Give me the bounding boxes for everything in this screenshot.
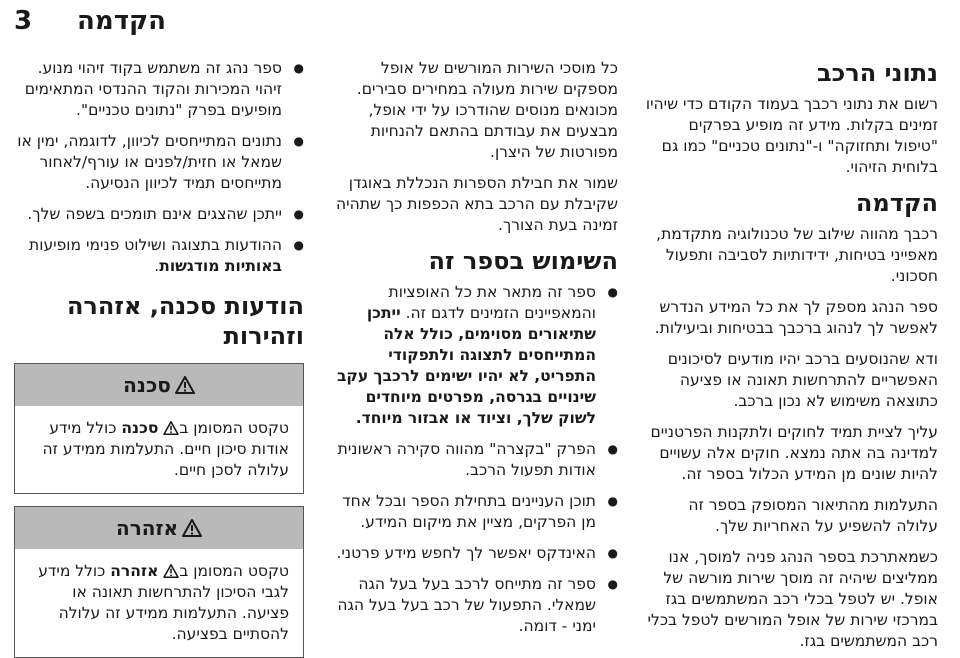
intro-paragraph: ודא שהנוסעים ברכב יהיו מודעים לסיכונים האפשריים להתרחשות תאונה או פציעה כתוצאה משימוש לא נכון ברכב. xyxy=(667,350,938,410)
bullet-icon: ● xyxy=(293,134,304,148)
bullet-icon: ● xyxy=(293,207,304,221)
notices-heading: הודעות סכנה, אזהרה וזהירות xyxy=(66,292,304,350)
list-item xyxy=(332,574,618,637)
list-item xyxy=(14,58,304,121)
warning-triangle-icon xyxy=(163,421,179,435)
warning-keyword: אזהרה xyxy=(110,562,159,580)
list-item xyxy=(14,131,304,194)
list-item-text: נתונים המתייחסים לכיוון, לדוגמה, ימין או שמאל או חזית/לפנים או עורף/לאחור מתייחסים תמיד לכיוון הנסיעה. xyxy=(17,132,282,192)
middle-column xyxy=(332,58,618,634)
vehicle-data-paragraph: רשום את נתוני רכבך בעמוד הקודם כדי שיהיו זמינים בקלות. מידע זה מופיע בפרקים "טיפול ותחזוקה" ו-"נתונים טכניים" כמו גם בלוחית הזיהוי. xyxy=(645,95,938,176)
list-item xyxy=(14,204,304,225)
intro-paragraph: כשמאתרכת בספר הנהג פניה למוסך, אנו ממליצים שיהיה זה מוסך שירות מורשה של אופל. יש לטפל בכלי רכב המשתמשים בגז במרכזי שירות של אופל המורשים לטפל בכלי רכב המשתמשים בגז. xyxy=(647,548,938,650)
service-paragraph: שמור את חבילת הספרות הנכללת באוגדן שקיבלת עם הרכב בתא הכפפות כך שתהיה זמינה בעת הצורך. xyxy=(336,174,618,234)
bullet-icon: ● xyxy=(607,285,618,299)
vehicle-data-heading: נתוני הרכב xyxy=(817,59,938,87)
list-item-text: ספר זה מתאר את כל האופציות והמאפיינים הזמינים לדגם זה. xyxy=(388,283,596,322)
warning-triangle-icon xyxy=(175,376,195,394)
service-paragraph: כל מוסכי השירות המורשים של אופל מספקים שירות מעולה במחירים סבירים. מכונאים מנוסים שהודרכו על ידי אופל, מבצעים את עבודתם בהתאם להנחיות מפורטות של היצרן. xyxy=(356,59,618,161)
list-item-tail: . xyxy=(154,257,160,275)
list-item-text: תוכן העניינים בתחילת הספר ובכל אחד מן הפרקים, מציין את מיקום המידע. xyxy=(342,492,596,531)
using-manual-list xyxy=(332,282,618,637)
list-item xyxy=(332,543,618,564)
list-item-text: האינדקס יאפשר לך לחפש מידע פרטני. xyxy=(336,544,596,562)
warning-box-header xyxy=(15,507,303,549)
using-manual-heading: השימוש בספר זה xyxy=(428,247,618,275)
bullet-icon: ● xyxy=(293,238,304,252)
intro-paragraph: רכבך מהווה שילוב של טכנולוגיה מתקדמת, מאפייני בטיחות, ידידותיות לסביבה ותפעול חסכוני. xyxy=(656,225,938,285)
page-title: הקדמה xyxy=(77,6,166,36)
list-item-text: הפרק "בקצרה" מהווה סקירה ראשונית אודות תפעול הרכב. xyxy=(337,440,596,479)
bullet-icon: ● xyxy=(607,546,618,560)
left-column xyxy=(14,58,304,643)
notes-list xyxy=(14,58,304,277)
list-item xyxy=(332,282,618,429)
danger-text-post: כולל מידע אודות סיכון חיים. התעלמות ממידע זה עלולה לסכן חיים. xyxy=(42,419,289,479)
danger-text-pre: טקסט המסומן ב xyxy=(179,419,289,437)
bullet-icon: ● xyxy=(607,442,618,456)
warning-text-pre: טקסט המסומן ב xyxy=(179,562,289,580)
bullet-icon: ● xyxy=(607,577,618,591)
warning-title: אזהרה xyxy=(115,515,179,540)
list-item-bold-text: ייתכן שתיאורים מסוימים, כולל אלה המתייחסים לתצוגה ולתפקודי התפריט, לא יהיו ישימים לרכבך עקב שינויים בגרסה, מפרטים מיוחדים לשוק שלך, וציוד או אבזור מיוחד. xyxy=(336,304,596,427)
page-header xyxy=(0,0,960,44)
intro-heading: הקדמה xyxy=(855,189,938,217)
list-item-text: ההודעות בתצוגה ושילוט פנימי מופיעות xyxy=(29,236,282,254)
bullet-icon: ● xyxy=(293,61,304,75)
warning-box-body xyxy=(15,549,303,657)
warning-triangle-icon xyxy=(163,564,179,578)
list-item-bold-text: באותיות מודגשות xyxy=(159,257,282,275)
list-item-text: ספר נהג זה משתמש בקוד זיהוי מנוע. זיהוי המכירות והקוד ההנדסי המתאימים מופיעים בפרק "נתונים טכניים". xyxy=(24,59,282,119)
danger-box xyxy=(14,363,304,494)
warning-text-post: כולל מידע לגבי הסיכון להתרחשות תאונה או פציעה. התעלמות ממידע זה עלולה להסתיים בפציעה. xyxy=(38,562,289,643)
page-number: 3 xyxy=(14,6,33,36)
intro-paragraph: התעלמות מהתיאור המסופק בספר זה עלולה להשפיע על האחריות שלך. xyxy=(688,496,938,535)
danger-box-header xyxy=(15,364,303,406)
right-column xyxy=(642,58,938,650)
list-item xyxy=(14,235,304,277)
warning-box xyxy=(14,506,304,658)
list-item xyxy=(332,439,618,481)
danger-title: סכנה xyxy=(123,372,171,397)
danger-box-body xyxy=(15,406,303,493)
intro-paragraph: עליך לציית תמיד לחוקים ולתקנות הפרטניים למדינה בה אתה נמצא. חוקים אלה עשויים להיות שונים מן המידע הכלול בספר זה. xyxy=(650,423,938,483)
warning-triangle-icon xyxy=(182,519,202,537)
list-item-text: ייתכן שהצגים אינם תומכים בשפה שלך. xyxy=(27,205,282,223)
list-item xyxy=(332,491,618,533)
intro-paragraph: ספר הנהג מספק לך את כל המידע הנדרש לאפשר לך לנהוג ברכבך בבטיחות וביעילות. xyxy=(654,298,938,337)
list-item-text: ספר זה מתייחס לרכב בעל בעל הגה שמאלי. התפעול של רכב בעל בעל הגה ימני - דומה. xyxy=(337,575,596,635)
danger-keyword: סכנה xyxy=(121,419,159,437)
bullet-icon: ● xyxy=(607,494,618,508)
